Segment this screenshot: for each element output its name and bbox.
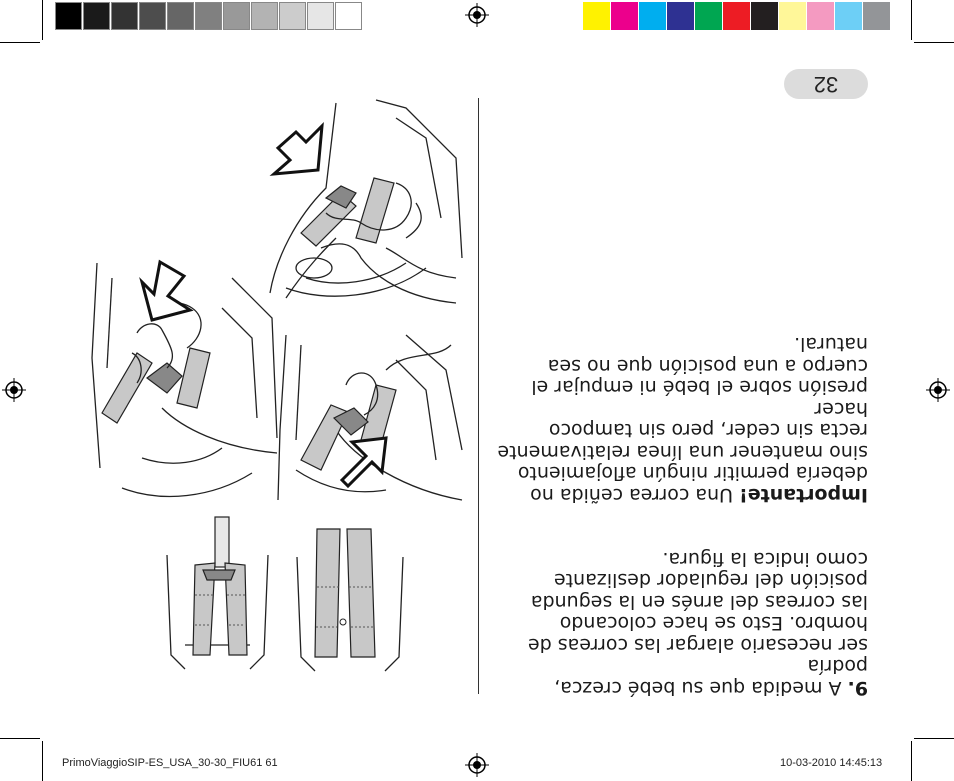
- crop-mark: [0, 738, 40, 739]
- gray-swatch: [251, 2, 278, 30]
- step-number: 9.: [847, 677, 868, 699]
- registration-mark-icon: [465, 753, 489, 777]
- color-swatch: [779, 2, 806, 30]
- crop-mark: [914, 738, 954, 739]
- color-swatch: [667, 2, 694, 30]
- gray-swatch: [279, 2, 306, 30]
- crop-mark: [42, 0, 43, 40]
- column-divider: [478, 98, 479, 694]
- crop-mark: [0, 42, 40, 43]
- harness-adjust-illustration-3: [276, 330, 466, 510]
- registration-mark-icon: [465, 3, 489, 27]
- step-9-paragraph: [490, 542, 868, 698]
- slug-date: 10-03-2010 14:45:13: [780, 757, 883, 769]
- gray-swatch: [55, 2, 82, 30]
- registration-mark-icon: [926, 378, 950, 402]
- gray-swatch: [307, 2, 334, 30]
- gray-swatch: [167, 2, 194, 30]
- gray-swatch: [139, 2, 166, 30]
- strap-position-illustration-2: [295, 527, 405, 672]
- slug-file-name: PrimoViaggioSIP-ES_USA_30-30_FIU61 61: [62, 757, 278, 769]
- step-9-text: A medida que su bebé crezca, podría ser necesario alargar las correas de hombro. Esto se hace colocando las correas del arnés en la segunda posición del regulador deslizante como indica la figura.: [527, 548, 868, 699]
- color-swatch: [807, 2, 834, 30]
- color-swatch: [751, 2, 778, 30]
- gray-swatch: [223, 2, 250, 30]
- color-swatch: [835, 2, 862, 30]
- page-number-badge: [784, 69, 868, 99]
- strap-position-illustration-1: [165, 515, 270, 670]
- gray-swatch: [195, 2, 222, 30]
- color-swatch: [723, 2, 750, 30]
- important-text: Una correa ceñida no debería permitir ningún aflojamiento sino mantener una línea relativamente recta sin ceder, pero sin tampoco hacer presión sobre el bebé ni empujar el cuerpo a una posición que no sea natural.: [497, 333, 868, 506]
- color-swatch: [639, 2, 666, 30]
- important-label: Importante!: [739, 484, 868, 506]
- gray-swatch: [83, 2, 110, 30]
- gray-swatch: [111, 2, 138, 30]
- gray-swatch: [335, 2, 362, 30]
- important-paragraph: [490, 318, 868, 505]
- crop-mark: [914, 42, 954, 43]
- color-swatch: [583, 2, 610, 30]
- harness-adjust-illustration-2: [82, 258, 282, 508]
- crop-mark: [911, 741, 912, 781]
- color-swatch: [863, 2, 890, 30]
- page-number: 32: [813, 72, 839, 97]
- color-swatch: [695, 2, 722, 30]
- color-swatch: [611, 2, 638, 30]
- harness-adjust-illustration-1: [266, 98, 466, 310]
- registration-mark-icon: [2, 378, 26, 402]
- crop-mark: [911, 0, 912, 40]
- crop-mark: [42, 741, 43, 781]
